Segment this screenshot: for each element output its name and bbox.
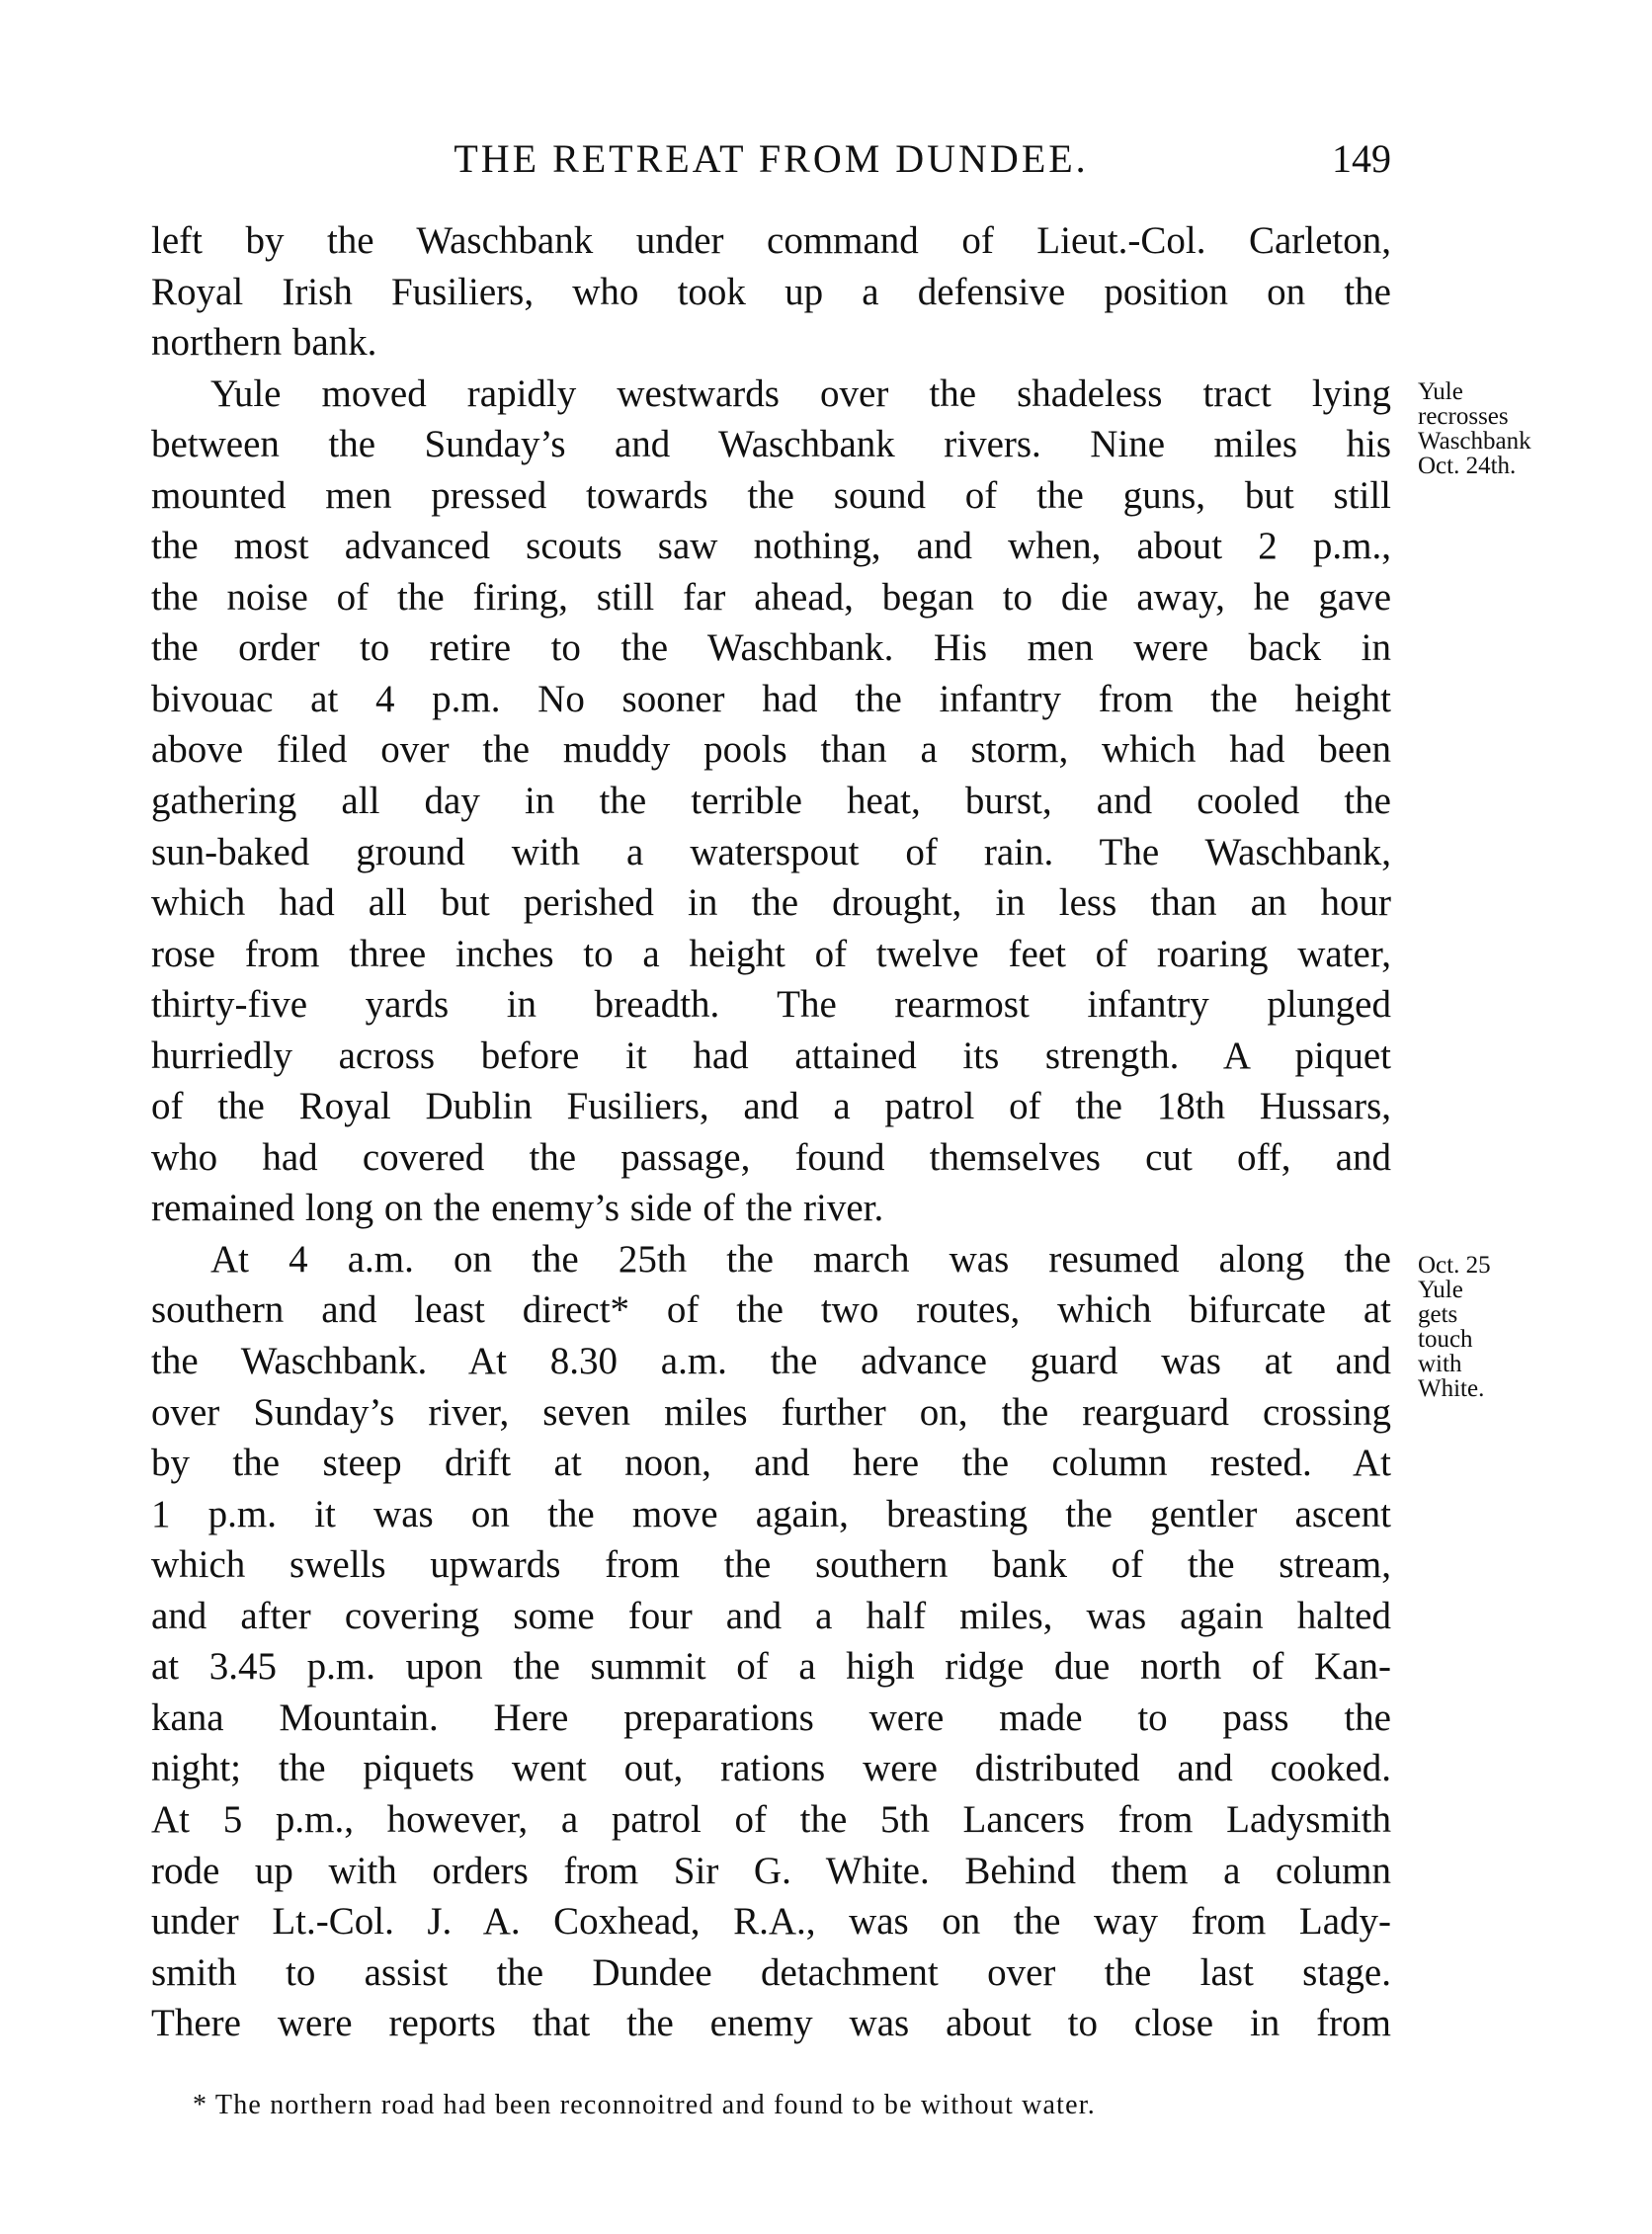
text-line: under Lt.-Col. J. A. Coxhead, R.A., was on the way from Lady- (151, 1900, 1391, 1944)
text-line: mounted men pressed towards the sound of the guns, but still (151, 473, 1391, 517)
text-line: Royal Irish Fusiliers, who took up a defensive position on the (151, 270, 1391, 313)
text-line: and after covering some four and a half miles, was again halted (151, 1594, 1391, 1637)
text-line: Yule moved rapidly westwards over the shadeless tract lying (210, 372, 1391, 415)
text-line: rose from three inches to a height of twelve feet of roaring water, (151, 932, 1391, 975)
body-text (151, 215, 1391, 2049)
text-line: There were reports that the enemy was about to close in from (151, 2002, 1391, 2045)
margin-note-line: Yule (1418, 378, 1463, 405)
text-line: hurriedly across before it had attained its strength. A piquet (151, 1034, 1391, 1077)
text-line: of the Royal Dublin Fusiliers, and a patrol of the 18th Hussars, (151, 1085, 1391, 1128)
text-line: between the Sunday’s and Waschbank rivers. Nine miles his (151, 423, 1391, 466)
text-line: the most advanced scouts saw nothing, and when, about 2 p.m., (151, 525, 1391, 568)
text-line: kana Mountain. Here preparations were made to pass the (151, 1696, 1391, 1739)
text-line: gathering all day in the terrible heat, burst, and cooled the (151, 780, 1391, 823)
margin-note-line: with (1418, 1351, 1462, 1377)
text-line: At 5 p.m., however, a patrol of the 5th Lancers from Ladysmith (151, 1797, 1391, 1841)
footnote: * The northern road had been reconnoitred and found to be without water. (193, 2090, 1096, 2120)
text-line: smith to assist the Dundee detachment over the last stage. (151, 1950, 1391, 1994)
text-line: sun-baked ground with a waterspout of rain. The Waschbank, (151, 830, 1391, 873)
margin-note-line: Waschbank (1418, 428, 1531, 455)
margin-note-line: touch (1418, 1326, 1473, 1353)
text-line: left by the Waschbank under command of Lieut.-Col. Carleton, (151, 219, 1391, 262)
text-line: At 4 a.m. on the 25th the march was resumed along the (210, 1237, 1391, 1281)
text-line: remained long on the enemy’s side of the river. (151, 1187, 884, 1230)
text-line: at 3.45 p.m. upon the summit of a high ridge due north of Kan- (151, 1645, 1391, 1689)
margin-note-line: gets (1418, 1301, 1458, 1328)
text-line: rode up with orders from Sir G. White. Behind them a column (151, 1849, 1391, 1892)
margin-note-line: recrosses (1418, 403, 1509, 430)
text-line: southern and least direct* of the two routes, which bifurcate at (151, 1288, 1391, 1332)
text-line: the Waschbank. At 8.30 a.m. the advance guard was at and (151, 1340, 1391, 1383)
text-line: the order to retire to the Waschbank. His men were back in (151, 626, 1391, 670)
text-line: bivouac at 4 p.m. No sooner had the infantry from the height (151, 677, 1391, 720)
text-line: which had all but perished in the drought, in less than an hour (151, 881, 1391, 925)
text-line: by the steep drift at noon, and here the column rested. At (151, 1442, 1391, 1485)
margin-note-yule-gets-touch (1418, 1253, 1491, 1401)
text-line: above filed over the muddy pools than a storm, which had been (151, 728, 1391, 772)
margin-note-line: Yule (1418, 1277, 1463, 1303)
margin-note-line: White. (1418, 1375, 1485, 1402)
page-number: 149 (1332, 136, 1391, 181)
text-line: 1 p.m. it was on the move again, breasting the gentler ascent (151, 1492, 1391, 1535)
text-line: which swells upwards from the southern bank of the stream, (151, 1543, 1391, 1587)
running-title: THE RETREAT FROM DUNDEE. (454, 136, 1089, 181)
text-line: over Sunday’s river, seven miles further on, the rearguard crossing (151, 1390, 1391, 1434)
text-line: thirty-five yards in breadth. The rearmost infantry plunged (151, 983, 1391, 1027)
text-line: northern bank. (151, 321, 377, 365)
text-line: night; the piquets went out, rations were distributed and cooked. (151, 1747, 1391, 1790)
margin-note-line: Oct. 25 (1418, 1252, 1491, 1279)
margin-note-yule-recrosses (1418, 379, 1531, 478)
text-line: who had covered the passage, found themselves cut off, and (151, 1135, 1391, 1179)
margin-note-line: Oct. 24th. (1418, 453, 1517, 479)
page-header (151, 134, 1391, 194)
text-line: the noise of the firing, still far ahead, began to die away, he gave (151, 575, 1391, 619)
